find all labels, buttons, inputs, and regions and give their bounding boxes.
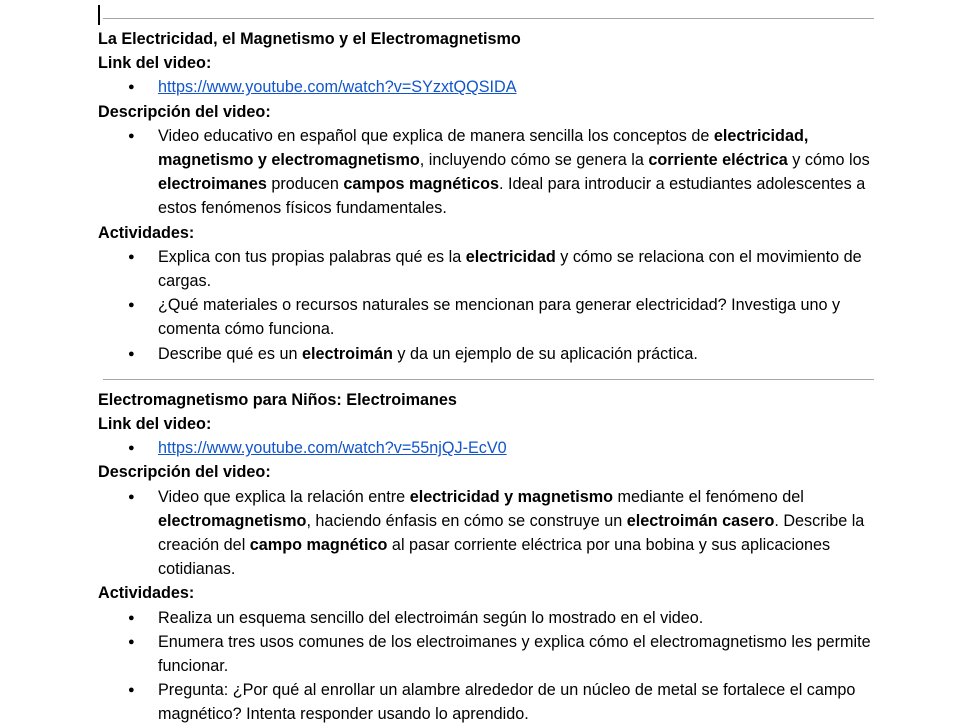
list-item [98, 606, 874, 630]
desc-text: Video educativo en español que explica de manera sencilla los conceptos de [158, 126, 714, 145]
activity-text: Pregunta: ¿Por qué al enrollar un alambre alrededor de un núcleo de metal se fortalece el campo magnético? Intenta responder usando lo aprendido. [158, 681, 856, 724]
desc-text: producen [266, 175, 344, 194]
desc-text: al pasar corriente eléctrica por una bobina y sus aplicaciones cotidianas. [158, 536, 831, 579]
activity-text: Describe qué es un [158, 344, 302, 363]
video-section-1 [98, 27, 874, 366]
desc-bold: campo magnético [249, 536, 388, 555]
link-label: Link del video: [98, 415, 212, 434]
document-body[interactable] [98, 7, 874, 727]
activity-text: ¿Qué materiales o recursos naturales se mencionan para generar electricidad? Investiga uno y comenta cómo funciona. [158, 296, 841, 339]
desc-text: y cómo los [787, 151, 870, 170]
desc-bold: electroimán casero [626, 511, 775, 530]
list-item [98, 678, 874, 726]
video-section-2 [98, 388, 874, 727]
desc-bold: electromagnetismo [158, 511, 307, 530]
description-label: Descripción del video: [98, 463, 271, 482]
desc-bold: electricidad, magnetismo y electromagnetismo [158, 126, 809, 170]
desc-bold: electroimanes [158, 175, 267, 194]
desc-text: . Ideal para introducir a estudiantes adolescentes a estos fenómenos físicos fundamentales. [158, 175, 866, 218]
description-label: Descripción del video: [98, 102, 271, 121]
activities-list [98, 245, 874, 366]
link-list [98, 436, 874, 460]
activity-text: Enumera tres usos comunes de los electroimanes y explica cómo el electromagnetismo les permite funcionar. [158, 632, 871, 676]
desc-text: . Describe la creación del [158, 511, 865, 555]
description-list [98, 124, 874, 221]
activities-label: Actividades: [98, 584, 195, 603]
activity-text: Realiza un esquema sencillo del electroimán según lo mostrado en el video. [158, 608, 704, 627]
list-item [98, 245, 874, 293]
desc-text: , incluyendo cómo se genera la [419, 151, 649, 170]
video-link[interactable]: https://www.youtube.com/watch?v=SYzxtQQSIDA [158, 78, 517, 97]
activity-bold: electricidad [465, 247, 556, 266]
desc-text: mediante el fenómeno del [613, 487, 804, 506]
section-title: La Electricidad, el Magnetismo y el Electromagnetismo [98, 30, 521, 48]
link-label: Link del video: [98, 54, 212, 73]
desc-bold: electricidad y magnetismo [409, 487, 614, 506]
list-item [98, 630, 874, 678]
list-item [98, 293, 874, 341]
activity-text: y da un ejemplo de su aplicación práctica. [392, 344, 698, 363]
list-item [98, 485, 874, 582]
desc-bold: campos magnéticos [343, 175, 500, 194]
activity-text: y cómo se relaciona con el movimiento de cargas. [158, 247, 862, 291]
activity-bold: electroimán [301, 344, 393, 363]
horizontal-rule [103, 18, 874, 19]
desc-text: Video que explica la relación entre [158, 487, 410, 506]
link-list [98, 75, 874, 99]
activities-label: Actividades: [98, 223, 195, 242]
desc-bold: corriente eléctrica [648, 151, 788, 170]
list-item [98, 436, 874, 460]
description-list [98, 485, 874, 582]
horizontal-rule [103, 379, 874, 380]
video-link[interactable]: https://www.youtube.com/watch?v=55njQJ-EcV0 [158, 439, 507, 458]
section-title: Electromagnetismo para Niños: Electroimanes [98, 390, 457, 409]
list-item [98, 124, 874, 221]
desc-text: , haciendo énfasis en cómo se construye un [306, 511, 627, 530]
activity-text: Explica con tus propias palabras qué es la [158, 247, 466, 266]
activities-list [98, 606, 874, 727]
list-item [98, 342, 874, 366]
list-item [98, 75, 874, 99]
